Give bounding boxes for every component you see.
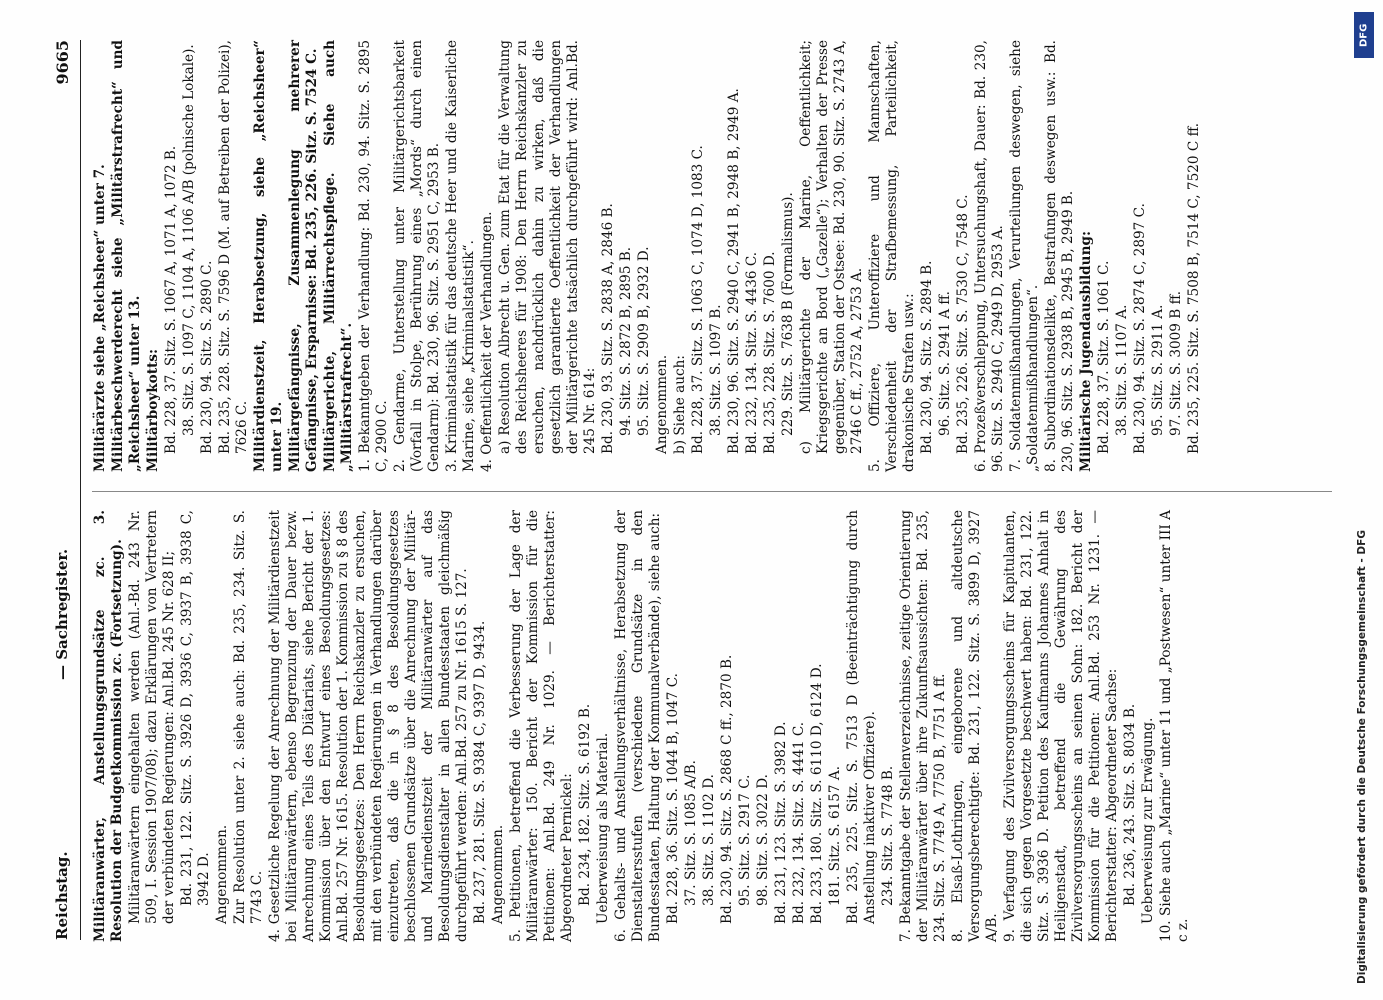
index-entry-line: Bd. 228, 37. Sitz. S. 1061 C.: [1096, 260, 1112, 454]
index-entry-line: Bd. 235, 226. Sitz. S. 7530 C, 7548 C.: [955, 194, 971, 454]
index-entry-line: a) Resolution Albrecht u. Gen. zum Etat für die Verwaltung des Reichsheeres für 1908: Den Herrn Reichskanzler zu ersuchen, nachdrücklich dahin zu wirken, daß die gesetzlich garantierte Oeffentlichkeit der Verhandlungen der Militärgerichte tatsächlich durchgeführt wird: Anl.Bd. 245 Nr. 614:: [497, 40, 598, 454]
index-entry-line: 3. Kriminalstatistik für das deutsche Heer und die Kaiserliche Marine, siehe „Kriminalstatistik“.: [444, 40, 477, 472]
index-entry-line: 98. Sitz. S. 3022 D.: [755, 774, 771, 906]
index-entry-line: 5. Offiziere, Unteroffiziere und Mannschaften, Verschiedenheit der Strafbemessung, Parteilichkeit, drakonische Strafen usw.:: [867, 40, 917, 472]
index-entry-line: Ueberweisung zur Erwägung.: [1140, 717, 1156, 924]
index-entry-heading: Militärgerichte, Militärrechtspflege. Siehe auch „Militärstrafrecht“.: [322, 40, 355, 472]
index-entry-heading: Militärärzte siehe „Reichsheer“ unter 7.: [92, 164, 108, 472]
index-entry-line: 7. Bekanntgabe der Stellenverzeichnisse, zeitige Orientierung der Militäranwärter über ihre Zukunftsaussichten: Bd. 235, 234. Sitz. S. 7749 A, 7750 B, 7751 A ff.: [898, 510, 948, 942]
index-entry-line: 95. Sitz. S. 2917 C.: [737, 774, 753, 906]
index-entry-line: 38. Sitz. S. 1102 D.: [701, 774, 717, 906]
index-entry-line: Bd. 235, 225. Sitz. S. 7508 B, 7514 C, 7520 C ff.: [1186, 122, 1202, 454]
index-entry-line: 96. Sitz. S. 2941 A ff.: [937, 291, 953, 436]
index-entry-line: Bd. 235, 228. Sitz. S. 7596 D (M. auf Betreiben der Polizei), 7626 C.: [217, 40, 250, 454]
index-entry-line: 94. Sitz. S. 2872 B, 2895 B.: [618, 246, 634, 436]
index-entry-line: 37. Sitz. S. 1085 A/B.: [683, 760, 699, 906]
index-entry-line: Zur Resolution unter 2. siehe auch: Bd. 235, 234. Sitz. S. 7743 C.: [232, 510, 265, 924]
index-entry-line: Angenommen.: [654, 354, 670, 454]
index-entry-line: Bd. 236, 243. Sitz. S. 8034 B.: [1122, 703, 1138, 906]
index-entry-line: Bd. 228, 37. Sitz. S. 1067 A, 1071 A, 1072 B.: [163, 145, 179, 454]
index-entry-line: Bd. 230, 93. Sitz. S. 2838 A, 2846 B.: [600, 203, 616, 454]
index-entry-line: 2. Gendarme, Unterstellung unter Militärgerichtsbarkeit (Vorfall in Stolpe, Berührung eines „Mords“ durch einen Gendarm): Bd. 230, 96. Sitz. S. 2951 C, 2953 B.: [392, 40, 442, 472]
index-entry-line: 6. Prozeßverschleppung, Untersuchungshaft, Dauer: Bd. 230, 96. Sitz. S. 2940 C, 2949 D, 2953 A.: [973, 40, 1006, 472]
index-entry-line: 95. Sitz. S. 2911 A.: [1150, 304, 1166, 436]
index-entry-line: 6. Gehalts- und Anstellungsverhältnisse, Herabsetzung der Dienstaltersstufen (verschiedene Grundsätze in den Bundesstaaten, Haltung der Kommunalverbände), siehe auch:: [613, 510, 663, 942]
index-entry-line: Bd. 231, 123. Sitz. S. 3982 D.: [773, 721, 789, 924]
index-entry-line: Angenommen.: [214, 824, 230, 924]
index-entry-line: Bd. 237, 281. Sitz. S. 9384 C, 9397 D, 9434.: [472, 620, 488, 924]
index-entry-line: 97. Sitz. S. 3009 B ff.: [1168, 290, 1184, 436]
index-entry-line: Bd. 230, 94. Sitz. S. 2874 C, 2897 C.: [1132, 203, 1148, 454]
header-rule: [80, 40, 81, 940]
index-entry-line: Bd. 235, 228. Sitz. S. 7600 D.: [762, 251, 778, 454]
page-header: [54, 40, 76, 940]
index-entry-heading: Militärdienstzeit, Herabsetzung, siehe „Reichsheer“ unter 19.: [252, 40, 285, 472]
index-entry-line: 10. Siehe auch „Marine“ unter 11 und „Postwesen“ unter III A c z.: [1158, 510, 1191, 942]
index-entry-line: 181. Sitz. S. 6157 A.: [827, 765, 843, 906]
index-entry-heading: Militäranwärter, Anstellungsgrundsätze zc. 3. Resolution der Budgetkommission zc. (Fortsetzung).: [92, 510, 125, 942]
index-entry-line: Bd. 233, 180. Sitz. S. 6110 D, 6124 D.: [809, 663, 825, 924]
index-entry-line: Angenommen.: [490, 824, 506, 924]
index-entry-line: Ueberweisung als Material.: [595, 732, 611, 924]
index-entry-line: b) Siehe auch:: [672, 355, 688, 454]
index-entry-line: Bd. 231, 122. Sitz. S. 3926 D, 3936 C, 3937 B, 3938 C, 3942 D.: [179, 510, 212, 906]
index-entry-line: 95. Sitz. S. 2909 B, 2932 D.: [636, 246, 652, 436]
right-column: [92, 40, 1204, 472]
page-number: 9665: [53, 40, 72, 85]
column-separator: [92, 491, 1332, 492]
index-entry-heading: Militärbeschwerderecht siehe „Militärstrafrecht“ und „Reichsheer“ unter 13.: [110, 40, 143, 472]
index-entry-line: 38. Sitz. S. 1097 B.: [708, 304, 724, 436]
header-title: — Sachregister.: [53, 548, 71, 680]
index-entry-line: Bd. 232, 134. Sitz. S. 4441 C.: [791, 721, 807, 924]
index-entry-line: 38. Sitz. S. 1107 A.: [1114, 304, 1130, 436]
index-entry-line: c) Militärgerichte der Marine, Oeffentlichkeit; Kriegsgerichte an Bord („Gazelle“); Verhalten der Presse gegenüber, Station der Ostsee: Bd. 230, 90. Sitz. S. 2743 A, 2746 C ff., 2752 A, 2753 A.: [798, 40, 865, 454]
header-left: Reichstag.: [53, 851, 71, 940]
index-entry-line: Bd. 228, 36. Sitz. S. 1044 B, 1047 C.: [665, 673, 681, 924]
index-entry-line: 4. Gesetzliche Regelung der Anrechnung der Militärdienstzeit bei Militäranwärtern, ebenso Begrenzung der Dauer bezw. Anrechnung eines Teils des Diätariats, siehe Bericht der 1. Kommission über den Entwurf eines Besoldungsgesetzes: Anl.Bd. 257 Nr. 1615. Resolution der 1. Kommission zu § 8 des Besoldungsgesetzes: Den Herrn Reichskanzler zu ersuchen, mit den verbündeten Regierungen in Verhandlungen darüber einzutreten, daß die in § 8 des Besoldungsgesetzes beschlossenen Grundsätze über die Anrechnung der Militär- und Marinedienstzeit der Militäranwärter auf das Besoldungsdienstalter in allen Bundesstaaten gleichmäßig durchgeführt werden: Anl.Bd. 257 zu Nr. 1615 S. 127.: [267, 510, 470, 942]
index-entry-line: Bd. 230, 94. Sitz. S. 2890 C.: [199, 260, 215, 454]
index-entry-line: 8. Elsaß-Lothringen, eingeborene und altdeutsche Versorgungsberechtigte: Bd. 231, 122. Sitz. S. 3899 D, 3927 A/B.: [950, 510, 1000, 942]
left-column: [92, 510, 1193, 942]
rotated-page-content: [36, 20, 1346, 980]
index-entry-line: 229. Sitz. S. 7638 B (Formalismus).: [780, 192, 796, 436]
index-entry-heading: Militärgefängnisse, Zusammenlegung mehrerer Gefängnisse, Ersparnisse: Bd. 235, 226. Sitz. S. 7524 C.: [287, 40, 320, 472]
index-entry-line: Bd. 228, 37. Sitz. S. 1063 C, 1074 D, 1083 C.: [690, 145, 706, 454]
index-entry-line: 9. Verfagung des Zivilversorgungsscheins für Kapitulanten, die sich gegen Vorgesetzte beschwert haben: Bd. 231, 122. Sitz. S. 3936 D. Petition des Kaufmanns Johannes Anhalt in Heiligenstadt, betreffend die Gewährung des Zivilversorgungsscheins an seinen Sohn: 182. Bericht der Kommission für die Petitionen: Anl.Bd. 253 Nr. 1231. — Berichterstatter: Abgeordneter Sachse:: [1002, 510, 1120, 942]
index-entry-line: 1. Bekanntgeben der Verhandlung: Bd. 230, 94. Sitz. S. 2895 C, 2900 C.: [357, 40, 390, 472]
index-entry-line: Militäranwärtern eingehalten werden (Anl.-Bd. 243 Nr. 509, I. Session 1907/08); dazu Erklärungen von Vertretern der verbündeten Regierungen: Anl.Bd. 245 Nr. 628 II;: [127, 510, 177, 924]
index-entry-line: 38. Sitz. S. 1097 C, 1104 A, 1106 A/B (polnische Lokale).: [181, 44, 197, 436]
credit-text: Digitalisierung gefördert durch die Deutsche Forschungsgemeinschaft - DFG: [1356, 530, 1368, 984]
index-entry-line: 8. Subordinationsdelikte, Bestrafungen deswegen usw.: Bd. 230, 96. Sitz. S. 2938 B, 2945 B, 2949 B.: [1043, 40, 1076, 472]
index-entry-line: Bd. 230, 94. Sitz. S. 2894 B.: [919, 260, 935, 454]
index-entry-line: Bd. 230, 96. Sitz. S. 2940 C, 2941 B, 2948 B, 2949 A.: [726, 88, 742, 454]
index-entry-line: Bd. 234, 182. Sitz. S. 6192 B.: [577, 703, 593, 906]
index-entry-line: 234. Sitz. S. 7748 B.: [880, 765, 896, 906]
digitization-credit: [1352, 8, 1378, 992]
index-entry-line: 4. Oeffentlichkeit der Verhandlungen.: [479, 211, 495, 472]
index-entry-line: Bd. 230, 94. Sitz. S. 2868 C ff., 2870 B.: [719, 654, 735, 924]
index-entry-line: Bd. 232, 134. Sitz. S. 4436 C.: [744, 251, 760, 454]
index-entry-line: 5. Petitionen, betreffend die Verbesserung der Lage der Militäranwärter: 150. Bericht der Kommission für die Petitionen: Anl.Bd. 249 Nr. 1029. — Berichterstatter: Abgeordneter Pernickel:: [508, 510, 575, 942]
index-entry-heading: Militärboykotts:: [145, 349, 161, 472]
dfg-logo: DFG: [1354, 12, 1374, 58]
index-entry-heading: Militärische Jugendausbildung:: [1078, 231, 1094, 472]
index-entry-line: 7. Soldatenmißhandlungen, Verurteilungen deswegen, siehe „Soldatenmißhandlungen“.: [1008, 40, 1041, 472]
index-entry-line: Bd. 235, 225. Sitz. S. 7513 D (Beeinträchtigung durch Anstellung inaktiver Offiziere).: [845, 510, 878, 924]
